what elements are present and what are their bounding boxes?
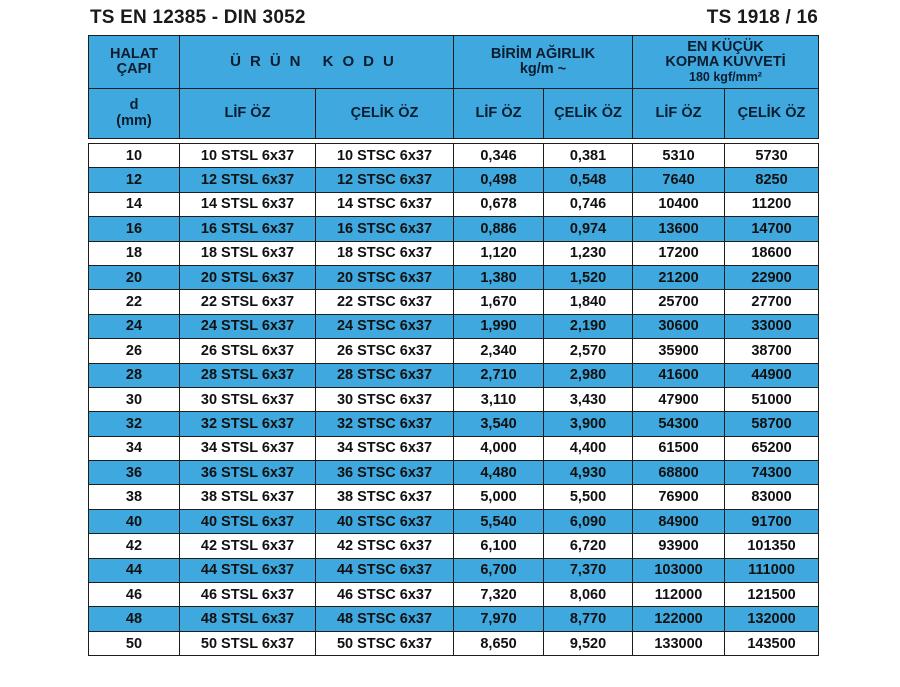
cell-force-celik-oz: 38700 [725, 339, 819, 363]
cell-weight-celik-oz: 9,520 [544, 631, 633, 655]
cell-code-lif-oz: 44 STSL 6x37 [180, 558, 316, 582]
header-kopma-kuvveti [633, 36, 819, 89]
cell-weight-lif-oz: 0,886 [454, 217, 544, 241]
cell-code-lif-oz: 40 STSL 6x37 [180, 509, 316, 533]
cell-code-celik-oz: 14 STSC 6x37 [316, 192, 454, 216]
cell-diameter: 38 [89, 485, 180, 509]
cell-code-celik-oz: 26 STSC 6x37 [316, 339, 454, 363]
cell-diameter: 20 [89, 265, 180, 289]
cell-code-celik-oz: 24 STSC 6x37 [316, 314, 454, 338]
cell-code-celik-oz: 38 STSC 6x37 [316, 485, 454, 509]
cell-code-lif-oz: 38 STSL 6x37 [180, 485, 316, 509]
cell-weight-lif-oz: 4,480 [454, 461, 544, 485]
cell-code-lif-oz: 24 STSL 6x37 [180, 314, 316, 338]
cell-force-lif-oz: 47900 [633, 387, 725, 411]
cell-weight-lif-oz: 7,320 [454, 583, 544, 607]
cell-diameter: 48 [89, 607, 180, 631]
cell-force-lif-oz: 76900 [633, 485, 725, 509]
cell-force-celik-oz: 143500 [725, 631, 819, 655]
cell-weight-celik-oz: 2,570 [544, 339, 633, 363]
table-row [89, 265, 819, 289]
cell-force-celik-oz: 83000 [725, 485, 819, 509]
cell-force-lif-oz: 5310 [633, 144, 725, 168]
cell-weight-lif-oz: 6,100 [454, 534, 544, 558]
wire-rope-spec-table [88, 35, 819, 656]
cell-force-lif-oz: 103000 [633, 558, 725, 582]
table-row [89, 534, 819, 558]
cell-diameter: 44 [89, 558, 180, 582]
table-row [89, 339, 819, 363]
header-d-mm [89, 89, 180, 139]
cell-weight-lif-oz: 1,380 [454, 265, 544, 289]
cell-force-lif-oz: 68800 [633, 461, 725, 485]
table-row [89, 412, 819, 436]
cell-code-lif-oz: 28 STSL 6x37 [180, 363, 316, 387]
cell-code-lif-oz: 14 STSL 6x37 [180, 192, 316, 216]
cell-code-celik-oz: 40 STSC 6x37 [316, 509, 454, 533]
cell-weight-celik-oz: 0,746 [544, 192, 633, 216]
cell-force-lif-oz: 54300 [633, 412, 725, 436]
cell-weight-lif-oz: 0,678 [454, 192, 544, 216]
cell-diameter: 26 [89, 339, 180, 363]
cell-weight-lif-oz: 8,650 [454, 631, 544, 655]
table-row [89, 144, 819, 168]
table-row [89, 387, 819, 411]
cell-code-celik-oz: 50 STSC 6x37 [316, 631, 454, 655]
cell-diameter: 14 [89, 192, 180, 216]
cell-force-celik-oz: 111000 [725, 558, 819, 582]
cell-force-lif-oz: 25700 [633, 290, 725, 314]
cell-diameter: 50 [89, 631, 180, 655]
cell-code-lif-oz: 36 STSL 6x37 [180, 461, 316, 485]
cell-weight-lif-oz: 0,346 [454, 144, 544, 168]
header-birim-line2: kg/m ~ [519, 61, 567, 77]
cell-force-celik-oz: 27700 [725, 290, 819, 314]
table-row [89, 461, 819, 485]
cell-diameter: 12 [89, 168, 180, 192]
cell-weight-lif-oz: 1,120 [454, 241, 544, 265]
cell-diameter: 34 [89, 436, 180, 460]
standard-title-right: TS 1918 / 16 [706, 7, 818, 28]
cell-force-lif-oz: 13600 [633, 217, 725, 241]
cell-force-lif-oz: 41600 [633, 363, 725, 387]
cell-weight-lif-oz: 2,340 [454, 339, 544, 363]
cell-code-celik-oz: 12 STSC 6x37 [316, 168, 454, 192]
cell-diameter: 32 [89, 412, 180, 436]
cell-weight-celik-oz: 2,980 [544, 363, 633, 387]
cell-weight-lif-oz: 2,710 [454, 363, 544, 387]
table-row [89, 583, 819, 607]
cell-diameter: 42 [89, 534, 180, 558]
cell-code-celik-oz: 36 STSC 6x37 [316, 461, 454, 485]
cell-weight-celik-oz: 6,720 [544, 534, 633, 558]
cell-weight-celik-oz: 1,520 [544, 265, 633, 289]
cell-code-lif-oz: 34 STSL 6x37 [180, 436, 316, 460]
cell-force-celik-oz: 44900 [725, 363, 819, 387]
cell-weight-celik-oz: 0,548 [544, 168, 633, 192]
cell-weight-lif-oz: 0,498 [454, 168, 544, 192]
cell-code-celik-oz: 28 STSC 6x37 [316, 363, 454, 387]
cell-diameter: 10 [89, 144, 180, 168]
cell-diameter: 30 [89, 387, 180, 411]
cell-weight-celik-oz: 7,370 [544, 558, 633, 582]
cell-weight-lif-oz: 4,000 [454, 436, 544, 460]
cell-force-celik-oz: 33000 [725, 314, 819, 338]
cell-weight-celik-oz: 3,900 [544, 412, 633, 436]
table-row [89, 192, 819, 216]
cell-code-celik-oz: 16 STSC 6x37 [316, 217, 454, 241]
cell-code-celik-oz: 18 STSC 6x37 [316, 241, 454, 265]
cell-code-lif-oz: 50 STSL 6x37 [180, 631, 316, 655]
cell-weight-celik-oz: 0,974 [544, 217, 633, 241]
cell-code-lif-oz: 10 STSL 6x37 [180, 144, 316, 168]
cell-weight-celik-oz: 1,840 [544, 290, 633, 314]
cell-force-lif-oz: 133000 [633, 631, 725, 655]
cell-weight-lif-oz: 7,970 [454, 607, 544, 631]
table-row [89, 314, 819, 338]
cell-diameter: 22 [89, 290, 180, 314]
table-row [89, 436, 819, 460]
header-kopma-line1: EN KÜÇÜK [687, 39, 764, 56]
cell-weight-lif-oz: 5,000 [454, 485, 544, 509]
standard-title-left: TS EN 12385 - DIN 3052 [90, 7, 306, 28]
cell-weight-celik-oz: 6,090 [544, 509, 633, 533]
cell-diameter: 24 [89, 314, 180, 338]
cell-weight-celik-oz: 3,430 [544, 387, 633, 411]
header-code-lif-oz: LİF ÖZ [180, 89, 316, 139]
cell-weight-celik-oz: 0,381 [544, 144, 633, 168]
cell-force-celik-oz: 8250 [725, 168, 819, 192]
header-force-celik-oz: ÇELİK ÖZ [725, 89, 819, 139]
cell-weight-celik-oz: 5,500 [544, 485, 633, 509]
cell-diameter: 40 [89, 509, 180, 533]
cell-force-celik-oz: 5730 [725, 144, 819, 168]
table-row [89, 241, 819, 265]
header-halat-line1: HALAT [109, 45, 159, 62]
header-halat-line2: ÇAPI [116, 61, 152, 77]
cell-force-lif-oz: 17200 [633, 241, 725, 265]
cell-weight-celik-oz: 8,060 [544, 583, 633, 607]
cell-weight-celik-oz: 4,400 [544, 436, 633, 460]
cell-force-celik-oz: 22900 [725, 265, 819, 289]
cell-weight-lif-oz: 5,540 [454, 509, 544, 533]
cell-force-celik-oz: 58700 [725, 412, 819, 436]
cell-weight-celik-oz: 8,770 [544, 607, 633, 631]
cell-code-lif-oz: 18 STSL 6x37 [180, 241, 316, 265]
cell-weight-lif-oz: 3,540 [454, 412, 544, 436]
cell-weight-lif-oz: 1,670 [454, 290, 544, 314]
cell-code-celik-oz: 48 STSC 6x37 [316, 607, 454, 631]
cell-force-celik-oz: 65200 [725, 436, 819, 460]
cell-force-lif-oz: 35900 [633, 339, 725, 363]
cell-force-lif-oz: 61500 [633, 436, 725, 460]
cell-code-celik-oz: 42 STSC 6x37 [316, 534, 454, 558]
header-code-celik-oz: ÇELİK ÖZ [316, 89, 454, 139]
header-d-line1: d [129, 96, 139, 113]
cell-code-celik-oz: 30 STSC 6x37 [316, 387, 454, 411]
cell-diameter: 16 [89, 217, 180, 241]
cell-diameter: 18 [89, 241, 180, 265]
header-weight-celik-oz: ÇELİK ÖZ [544, 89, 633, 139]
table-row [89, 168, 819, 192]
header-urun-kodu [180, 36, 454, 89]
header-force-lif-oz: LİF ÖZ [633, 89, 725, 139]
table-row [89, 631, 819, 655]
cell-code-celik-oz: 20 STSC 6x37 [316, 265, 454, 289]
cell-weight-celik-oz: 4,930 [544, 461, 633, 485]
cell-code-celik-oz: 22 STSC 6x37 [316, 290, 454, 314]
header-birim-agirlik [454, 36, 633, 89]
cell-force-celik-oz: 18600 [725, 241, 819, 265]
cell-weight-celik-oz: 1,230 [544, 241, 633, 265]
cell-force-lif-oz: 7640 [633, 168, 725, 192]
cell-code-celik-oz: 44 STSC 6x37 [316, 558, 454, 582]
cell-weight-celik-oz: 2,190 [544, 314, 633, 338]
cell-force-lif-oz: 112000 [633, 583, 725, 607]
cell-code-lif-oz: 48 STSL 6x37 [180, 607, 316, 631]
header-halat-capi [89, 36, 180, 89]
table-row [89, 363, 819, 387]
cell-code-lif-oz: 32 STSL 6x37 [180, 412, 316, 436]
cell-code-lif-oz: 30 STSL 6x37 [180, 387, 316, 411]
header-kopma-line3: 180 kgf/mm² [689, 69, 762, 84]
table-row [89, 485, 819, 509]
cell-code-lif-oz: 22 STSL 6x37 [180, 290, 316, 314]
cell-force-celik-oz: 74300 [725, 461, 819, 485]
cell-weight-lif-oz: 3,110 [454, 387, 544, 411]
cell-code-celik-oz: 34 STSC 6x37 [316, 436, 454, 460]
header-row-1 [89, 36, 819, 89]
cell-code-celik-oz: 46 STSC 6x37 [316, 583, 454, 607]
cell-code-lif-oz: 46 STSL 6x37 [180, 583, 316, 607]
cell-force-lif-oz: 84900 [633, 509, 725, 533]
cell-force-celik-oz: 121500 [725, 583, 819, 607]
cell-force-celik-oz: 91700 [725, 509, 819, 533]
table-row [89, 509, 819, 533]
cell-code-lif-oz: 26 STSL 6x37 [180, 339, 316, 363]
table-row [89, 607, 819, 631]
cell-code-lif-oz: 12 STSL 6x37 [180, 168, 316, 192]
cell-force-lif-oz: 93900 [633, 534, 725, 558]
header-weight-lif-oz: LİF ÖZ [454, 89, 544, 139]
cell-weight-lif-oz: 6,700 [454, 558, 544, 582]
cell-code-celik-oz: 10 STSC 6x37 [316, 144, 454, 168]
cell-force-celik-oz: 51000 [725, 387, 819, 411]
cell-force-celik-oz: 14700 [725, 217, 819, 241]
table-row [89, 217, 819, 241]
cell-force-celik-oz: 11200 [725, 192, 819, 216]
cell-diameter: 36 [89, 461, 180, 485]
header-urun-kodu-label: ÜRÜN KODU [230, 52, 403, 70]
cell-force-lif-oz: 122000 [633, 607, 725, 631]
table-row [89, 290, 819, 314]
header-d-line2: (mm) [116, 112, 152, 129]
header-row-2 [89, 89, 819, 139]
cell-weight-lif-oz: 1,990 [454, 314, 544, 338]
header-birim-line1: BİRİM AĞIRLIK [490, 45, 596, 62]
cell-code-lif-oz: 20 STSL 6x37 [180, 265, 316, 289]
cell-diameter: 28 [89, 363, 180, 387]
cell-force-celik-oz: 101350 [725, 534, 819, 558]
cell-force-celik-oz: 132000 [725, 607, 819, 631]
cell-force-lif-oz: 21200 [633, 265, 725, 289]
cell-code-lif-oz: 42 STSL 6x37 [180, 534, 316, 558]
header-kopma-line2: KOPMA KUVVETİ [665, 54, 786, 71]
cell-force-lif-oz: 10400 [633, 192, 725, 216]
table-row [89, 558, 819, 582]
cell-diameter: 46 [89, 583, 180, 607]
cell-code-lif-oz: 16 STSL 6x37 [180, 217, 316, 241]
cell-code-celik-oz: 32 STSC 6x37 [316, 412, 454, 436]
cell-force-lif-oz: 30600 [633, 314, 725, 338]
